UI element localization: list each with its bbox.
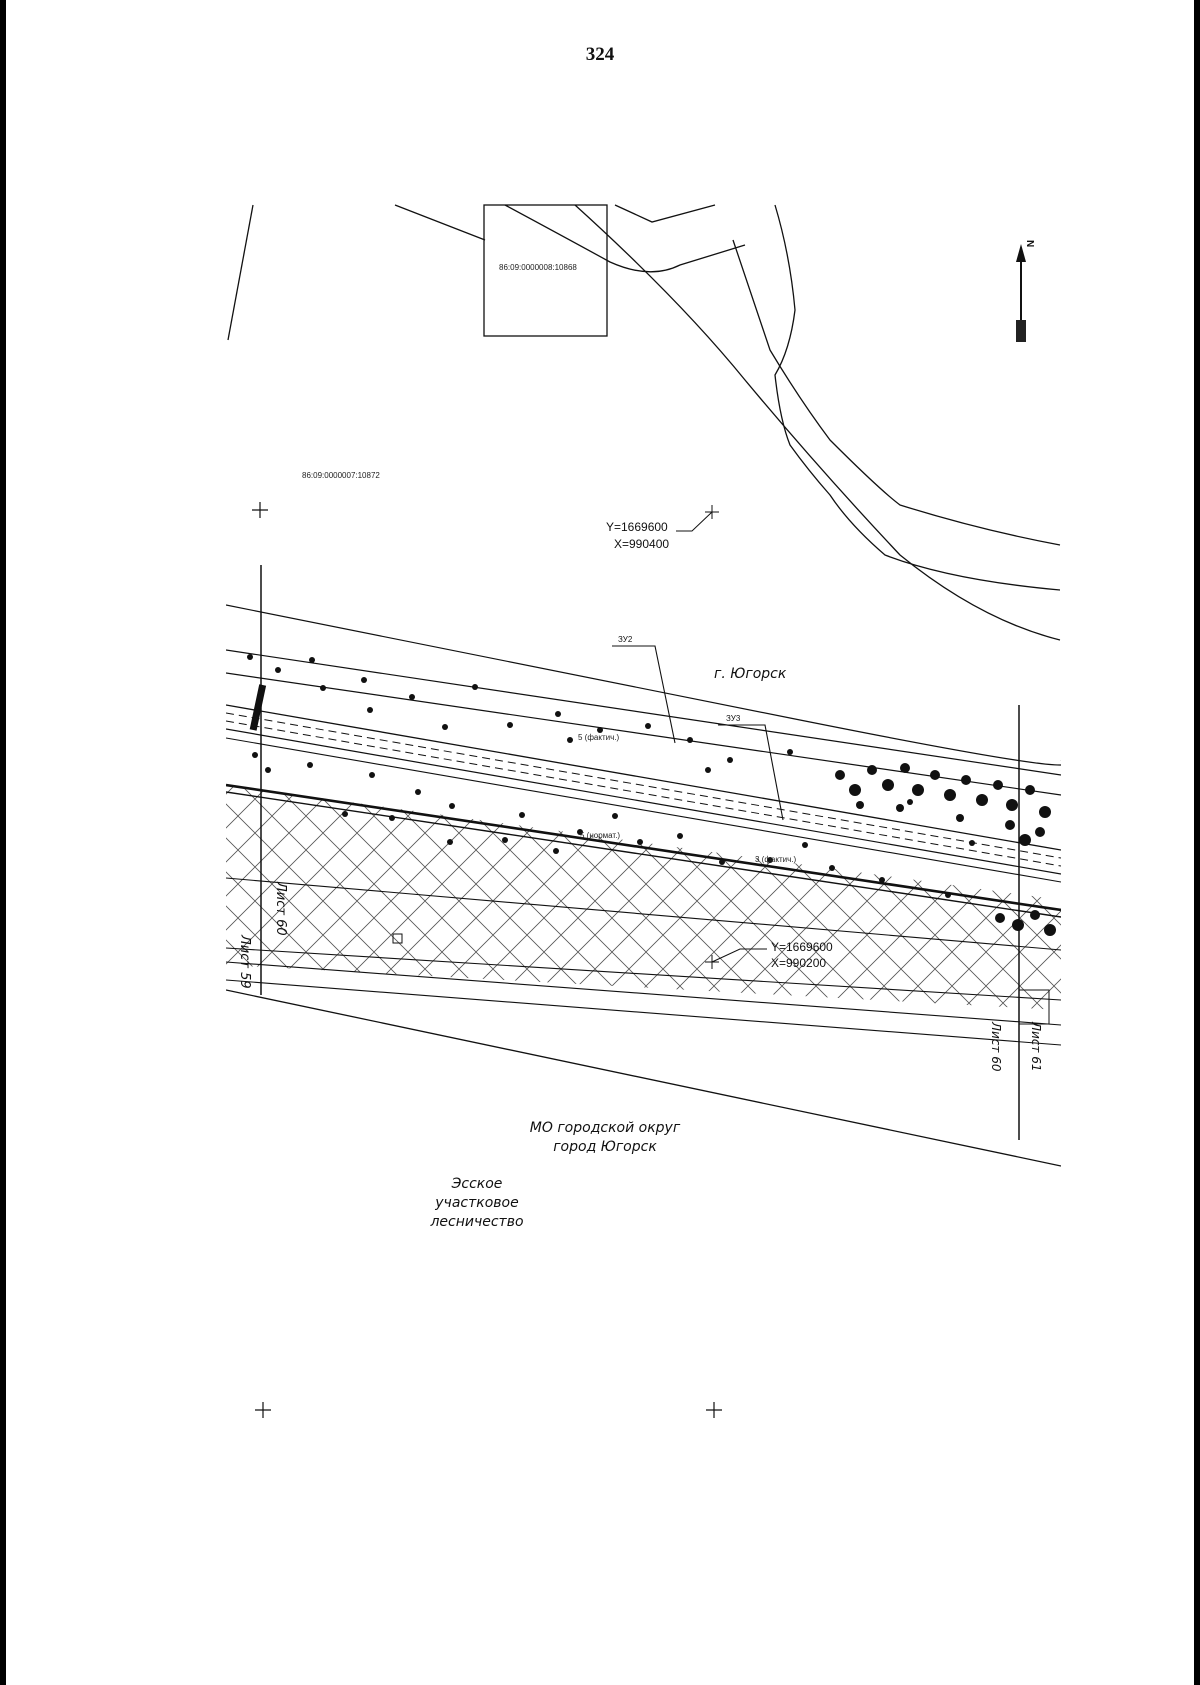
svg-text:X=990200: X=990200 [771,956,827,970]
zone-label-1: ЗУ2 [618,635,633,644]
parcel-id-1: 86:09:0000008:10868 [499,263,577,272]
sheet-label-59: Лист 59 [237,935,252,989]
forestry-label-line3: лесничество [430,1214,524,1230]
sheet-label-61: Лист 61 [1029,1022,1043,1072]
page-number: 324 [585,44,615,65]
district-label-line1: МО городской округ [529,1120,681,1136]
north-arrow [1016,240,1035,342]
forestry-label-line2: участковое [435,1195,519,1211]
tiny-label-2: 5 (нормат.) [580,831,621,840]
coordinate-label-1 [606,505,719,551]
top-parcel-lines [228,205,1060,640]
corridor [226,605,1065,1166]
north-label: N [1024,240,1035,248]
tiny-label-3: 3 (фактич.) [755,855,797,864]
zone-label-2: ЗУ3 [726,714,741,723]
district-label-line2: город Югорск [553,1139,657,1155]
svg-text:Y=1669600: Y=1669600 [771,940,833,954]
svg-text:X=990400: X=990400 [614,537,670,551]
parcel-id-2: 86:09:0000007:10872 [302,471,380,480]
forestry-label-line1: Эсское [451,1176,503,1192]
tiny-label-1: 5 (фактич.) [578,733,620,742]
sheet-label-60-left: Лист 60 [273,882,288,936]
svg-text:Y=1669600: Y=1669600 [606,520,668,534]
hatched-zone [226,785,1061,1010]
sheet-label-60-right: Лист 60 [989,1022,1003,1072]
town-label: г. Югорск [714,666,787,682]
